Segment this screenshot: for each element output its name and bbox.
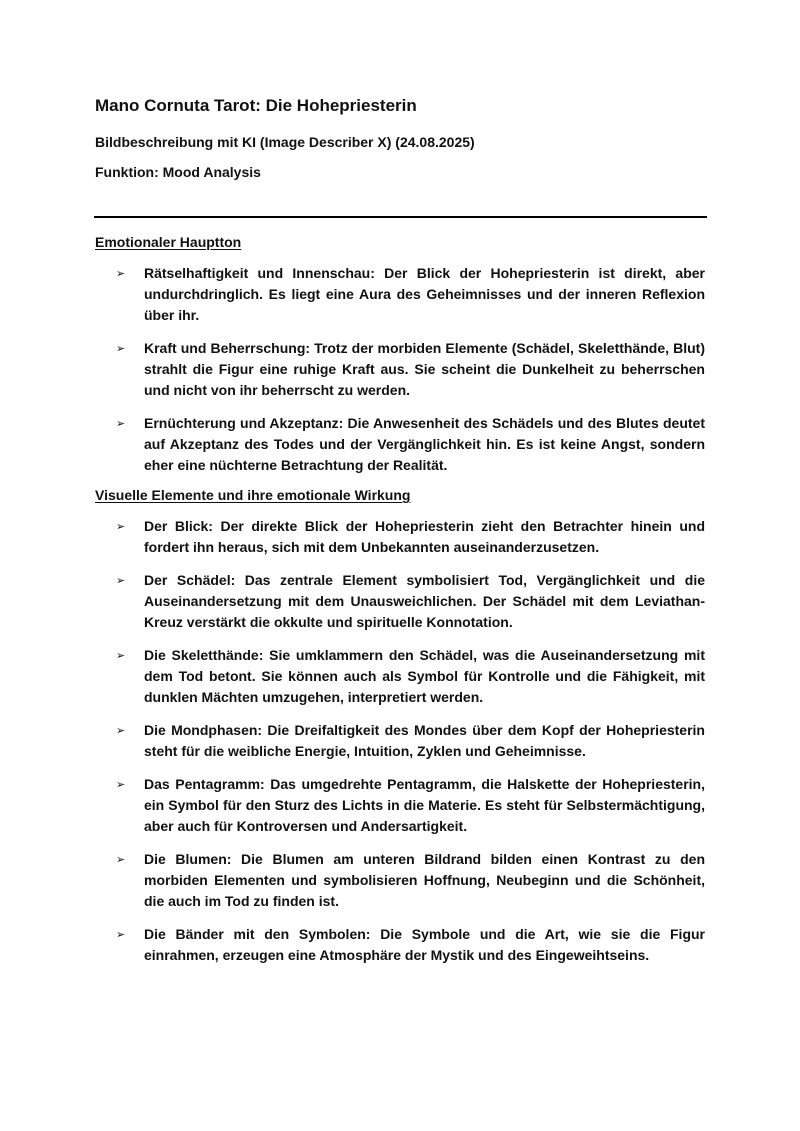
arrowhead-bullet-icon: ➢: [116, 778, 126, 791]
list-item-text: Ernüchterung und Akzeptanz: Die Anwesenheit des Schädels und des Blutes deutet auf Akzeptanz des Todes und der Vergänglichkeit hin. Es ist keine Angst, sondern eher eine nüchterne Betrachtung der Realität.: [144, 415, 705, 473]
list-item: [0, 413, 800, 476]
list-item: [0, 570, 800, 633]
list-item-text: Die Mondphasen: Die Dreifaltigkeit des Mondes über dem Kopf der Hohepriesterin steht für die weibliche Energie, Intuition, Zyklen und Geheimnisse.: [144, 722, 705, 759]
section-heading-emotional-tone: Emotionaler Hauptton: [95, 234, 242, 250]
arrowhead-bullet-icon: ➢: [116, 649, 126, 662]
list-item: [0, 924, 800, 966]
function-line: Funktion: Mood Analysis: [95, 164, 261, 180]
list-item: [0, 720, 800, 762]
list-item-text: Die Blumen: Die Blumen am unteren Bildrand bilden einen Kontrast zu den morbiden Elementen und symbolisieren Hoffnung, Neubeginn und die Schönheit, die auch im Tod zu finden ist.: [144, 851, 705, 909]
list-item: [0, 338, 800, 401]
document-title: Mano Cornuta Tarot: Die Hohepriesterin: [95, 96, 417, 115]
list-item-text: Die Skeletthände: Sie umklammern den Schädel, was die Auseinandersetzung mit dem Tod betont. Sie können auch als Symbol für Kontrolle und die Fähigkeit, mit dunklen Mächten umzugehen, interpretiert werden.: [144, 647, 705, 705]
arrowhead-bullet-icon: ➢: [116, 853, 126, 866]
list-item: [0, 263, 800, 326]
document-subtitle: Bildbeschreibung mit KI (Image Describer X) (24.08.2025): [95, 134, 475, 150]
list-item-text: Der Schädel: Das zentrale Element symbolisiert Tod, Vergänglichkeit und die Auseinandersetzung mit dem Unausweichlichen. Der Schädel mit dem Leviathan-Kreuz verstärkt die okkulte und spirituelle Konnotation.: [144, 572, 705, 630]
section-heading-visual-elements: Visuelle Elemente und ihre emotionale Wirkung: [95, 487, 411, 503]
list-item: [0, 645, 800, 708]
list-item-text: Die Bänder mit den Symbolen: Die Symbole und die Art, wie sie die Figur einrahmen, erzeugen eine Atmosphäre der Mystik und des Eingeweihtseins.: [144, 926, 705, 963]
list-item: [0, 849, 800, 912]
arrowhead-bullet-icon: ➢: [116, 928, 126, 941]
arrowhead-bullet-icon: ➢: [116, 342, 126, 355]
list-item: [0, 774, 800, 837]
list-item-text: Das Pentagramm: Das umgedrehte Pentagramm, die Halskette der Hohepriesterin, ein Symbol für den Sturz des Lichts in die Materie. Es steht für Selbstermächtigung, aber auch für Kontroversen und Andersartigkeit.: [144, 776, 705, 834]
arrowhead-bullet-icon: ➢: [116, 520, 126, 533]
arrowhead-bullet-icon: ➢: [116, 574, 126, 587]
list-item-text: Kraft und Beherrschung: Trotz der morbiden Elemente (Schädel, Skeletthände, Blut) strahlt die Figur eine ruhige Kraft aus. Sie scheint die Dunkelheit zu beherrschen und nicht von ihr beherrscht zu werden.: [144, 340, 705, 398]
list-item: [0, 516, 800, 558]
horizontal-rule: [94, 216, 707, 218]
list-item-text: Der Blick: Der direkte Blick der Hohepriesterin zieht den Betrachter hinein und fordert ihn heraus, sich mit dem Unbekannten auseinanderzusetzen.: [144, 518, 705, 555]
arrowhead-bullet-icon: ➢: [116, 417, 126, 430]
arrowhead-bullet-icon: ➢: [116, 267, 126, 280]
list-item-text: Rätselhaftigkeit und Innenschau: Der Blick der Hohepriesterin ist direkt, aber undurchdringlich. Es liegt eine Aura des Geheimnisses und der inneren Reflexion über ihr.: [144, 265, 705, 323]
emotional-tone-list: [0, 263, 800, 476]
visual-elements-list: [0, 516, 800, 966]
arrowhead-bullet-icon: ➢: [116, 724, 126, 737]
